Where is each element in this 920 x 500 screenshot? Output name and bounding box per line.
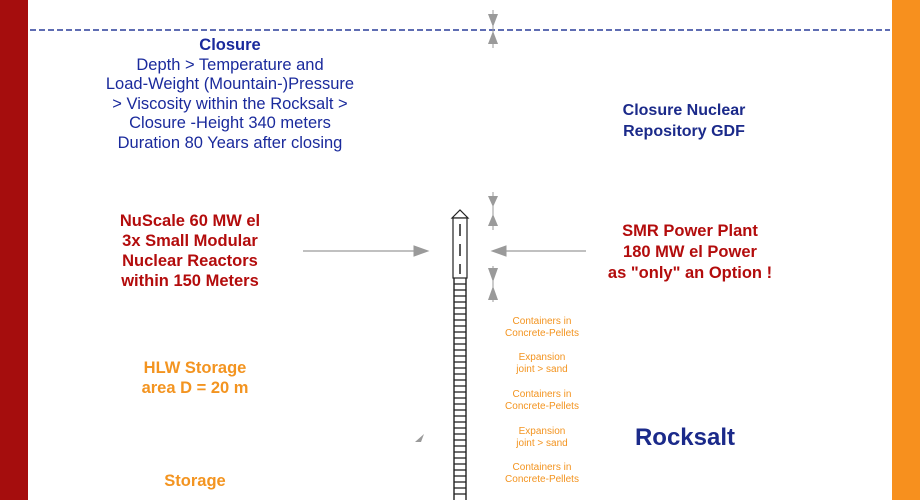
hourglass-marker-upper [488, 192, 498, 230]
hlw-line: HLW Storage [143, 359, 247, 377]
repository-line: Repository GDF [623, 123, 745, 140]
smr-line: 180 MW el Power [623, 243, 757, 261]
nuscale-line: within 150 Meters [121, 272, 259, 290]
closure-line: Duration 80 Years after closing [117, 133, 343, 152]
closure-line: > Viscosity within the Rocksalt > [112, 94, 348, 113]
hourglass-marker-top [488, 10, 498, 48]
nuscale-description [90, 211, 290, 291]
nuscale-line: NuScale 60 MW el [119, 212, 261, 230]
hlw-storage-label [110, 358, 280, 398]
repository-label [594, 100, 774, 142]
shaft-label-expansion [492, 426, 592, 450]
shaft-label-line: Containers in [512, 316, 572, 327]
closure-line: Depth > Temperature and [136, 55, 324, 74]
shaft-label-containers [492, 462, 592, 486]
shaft-label-line: Expansion [518, 352, 566, 363]
hlw-line: area D = 20 m [141, 379, 249, 397]
smr-line: as "only" an Option ! [607, 264, 773, 282]
smr-description [580, 221, 800, 284]
arrow-right-to-shaft [492, 246, 586, 256]
repository-line: Closure Nuclear [622, 102, 746, 119]
shaft-label-line: Expansion [518, 426, 566, 437]
closure-line: Closure -Height 340 meters [129, 114, 331, 132]
shaft-label-containers [492, 389, 592, 413]
smr-line: SMR Power Plant [622, 222, 758, 240]
shaft-label-line: Concrete-Pellets [505, 401, 579, 412]
shaft-label-line: Concrete-Pellets [505, 474, 579, 485]
shaft-label-line: Containers in [512, 389, 572, 400]
shaft-label-line: joint > sand [516, 438, 568, 449]
shaft-label-line: Containers in [512, 462, 572, 473]
nuscale-line: 3x Small Modular [122, 232, 258, 250]
nuscale-line: Nuclear Reactors [122, 252, 258, 270]
shaft-label-expansion [492, 352, 592, 376]
shaft-label-line: Concrete-Pellets [505, 328, 579, 339]
small-arrow-tip [415, 434, 424, 442]
closure-line: Load-Weight (Mountain-)Pressure [105, 75, 355, 93]
closure-description [70, 36, 390, 153]
rocksalt-label: Rocksalt [634, 424, 736, 451]
arrow-left-to-shaft [303, 246, 428, 256]
shaft-label-containers [492, 316, 592, 340]
storage-label: Storage [164, 472, 226, 490]
vertical-shaft [452, 210, 468, 500]
hourglass-marker-lower [488, 266, 498, 302]
closure-title: Closure [199, 36, 261, 54]
shaft-label-line: joint > sand [516, 364, 568, 375]
